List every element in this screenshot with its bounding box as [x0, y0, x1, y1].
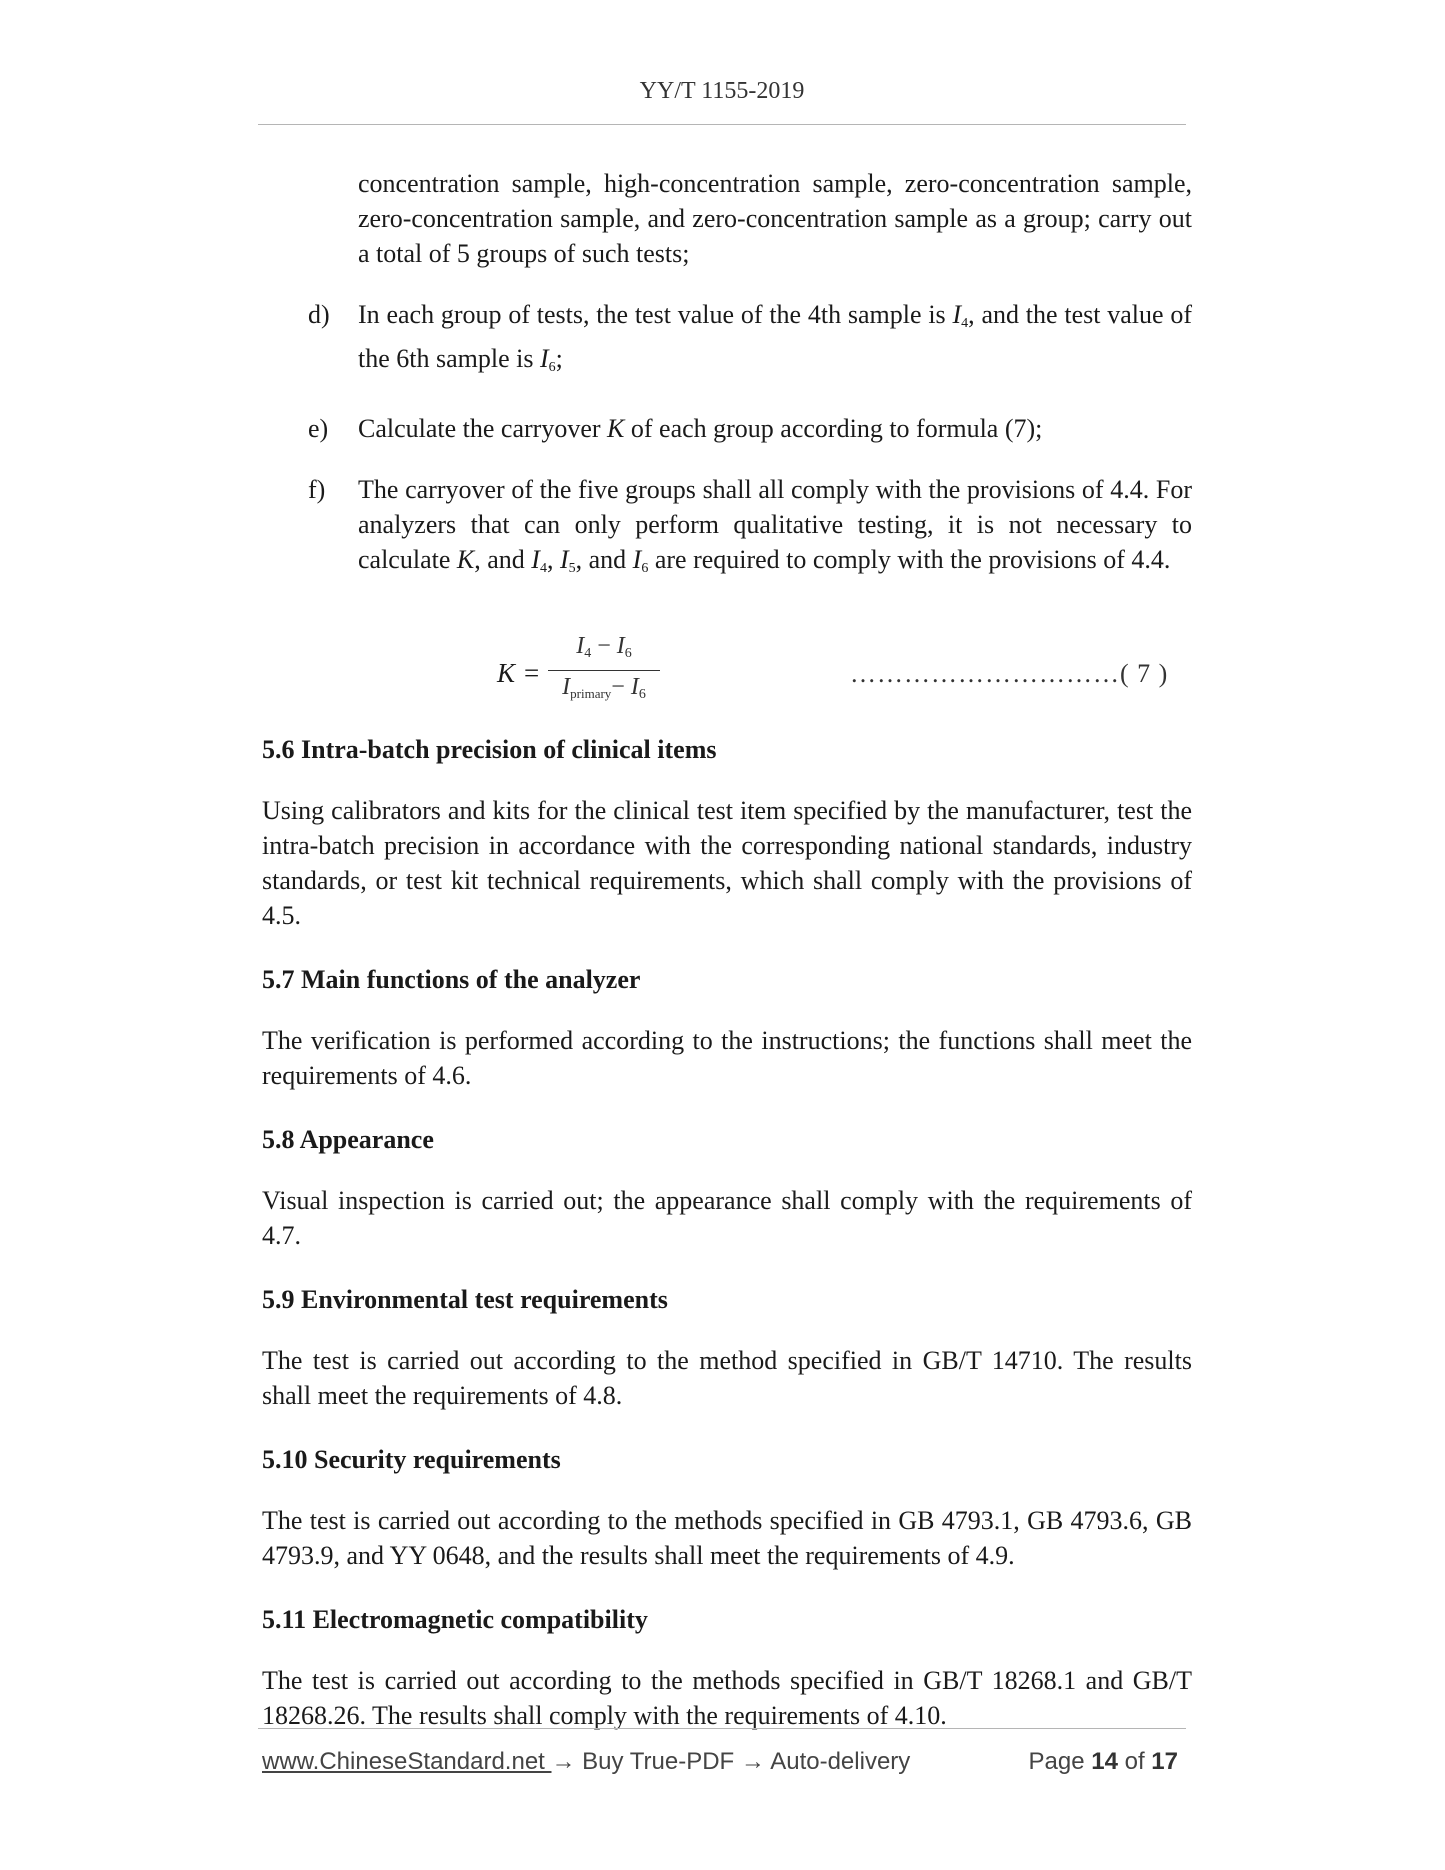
footer-divider — [258, 1728, 1186, 1729]
formula-lhs: K — [497, 658, 516, 688]
list-item-continuation: concentration sample, high-concentration sample, zero-concentration sample, zero-concentration sample, and zero-concentration sample as a group; carry out a total of 5 groups of such tests; — [358, 169, 1192, 268]
section-body-5-6: Using calibrators and kits for the clinical test item specified by the manufacturer, test the intra-batch precision in accordance with the corresponding national standards, industry standards, or test kit technical requirements, which shall comply with the provisions of 4.5. — [262, 796, 1192, 930]
running-header: YY/T 1155-2019 — [639, 78, 805, 104]
section-heading-5-10: 5.10 Security requirements — [262, 1445, 561, 1474]
page-number: 14 — [1091, 1748, 1118, 1775]
site-link[interactable]: www.ChineseStandard.net — [262, 1748, 552, 1775]
header-divider — [258, 124, 1186, 125]
formula-7 — [262, 632, 1192, 718]
formula-denominator: $I_{primary}- I_6$ — [562, 674, 646, 702]
section-body-5-10: The test is carried out according to the methods specified in GB 4793.1, GB 4793.6, GB 4793.9, and YY 0648, and the results shall meet the requirements of 4.9. — [262, 1506, 1192, 1570]
section-body-5-7: The verification is performed according to the instructions; the functions shall meet the requirements of 4.6. — [262, 1026, 1192, 1090]
list-item-text: The carryover of the five groups shall all comply with the provisions of 4.4. For analyzers that can only perform qualitative testing, it is not necessary to calculate K, and $I_4$, $I_5$, and $I_6$ are required to comply with the provisions of 4.4. — [358, 475, 1192, 576]
section-heading-5-8: 5.8 Appearance — [262, 1125, 434, 1154]
formula-fraction — [548, 632, 660, 709]
section-body-5-9: The test is carried out according to the method specified in GB/T 14710. The results shall meet the requirements of 4.8. — [262, 1346, 1192, 1410]
list-item-f — [262, 472, 1192, 586]
page-footer — [262, 1748, 1186, 1776]
section-body-5-8: Visual inspection is carried out; the appearance shall comply with the requirements of 4.7. — [262, 1186, 1192, 1250]
formula-numerator: $I_4 - I_6$ — [576, 633, 632, 661]
formula-number: …………………………( 7 ) — [850, 659, 1169, 688]
list-marker: d) — [308, 300, 330, 329]
section-heading-5-6: 5.6 Intra-batch precision of clinical items — [262, 735, 717, 764]
section-heading-5-9: 5.9 Environmental test requirements — [262, 1285, 668, 1314]
list-item-e — [262, 411, 1192, 446]
list-item-text: Calculate the carryover K of each group according to formula (7); — [358, 414, 1043, 443]
footer-tagline: → Buy True-PDF → Auto-delivery — [551, 1748, 911, 1775]
page-total: 17 — [1151, 1748, 1178, 1775]
section-heading-5-11: 5.11 Electromagnetic compatibility — [262, 1605, 648, 1634]
section-heading-5-7: 5.7 Main functions of the analyzer — [262, 965, 641, 994]
list-marker: e) — [308, 414, 329, 443]
fraction-bar — [548, 670, 660, 671]
formula-equals: = — [524, 658, 540, 688]
section-body-5-11: The test is carried out according to the methods specified in GB/T 18268.1 and GB/T 18268.26. The results shall comply with the requirements of 4.10. — [262, 1666, 1192, 1730]
page-indicator: Page 14 of 17 — [1028, 1748, 1178, 1775]
page-body — [262, 166, 1192, 1733]
list-item-d — [262, 297, 1192, 385]
list-item-text: In each group of tests, the test value of the 4th sample is $I_4$, and the test value of the 6th sample is $I_6$; — [358, 300, 1193, 375]
list-marker: f) — [308, 475, 326, 504]
